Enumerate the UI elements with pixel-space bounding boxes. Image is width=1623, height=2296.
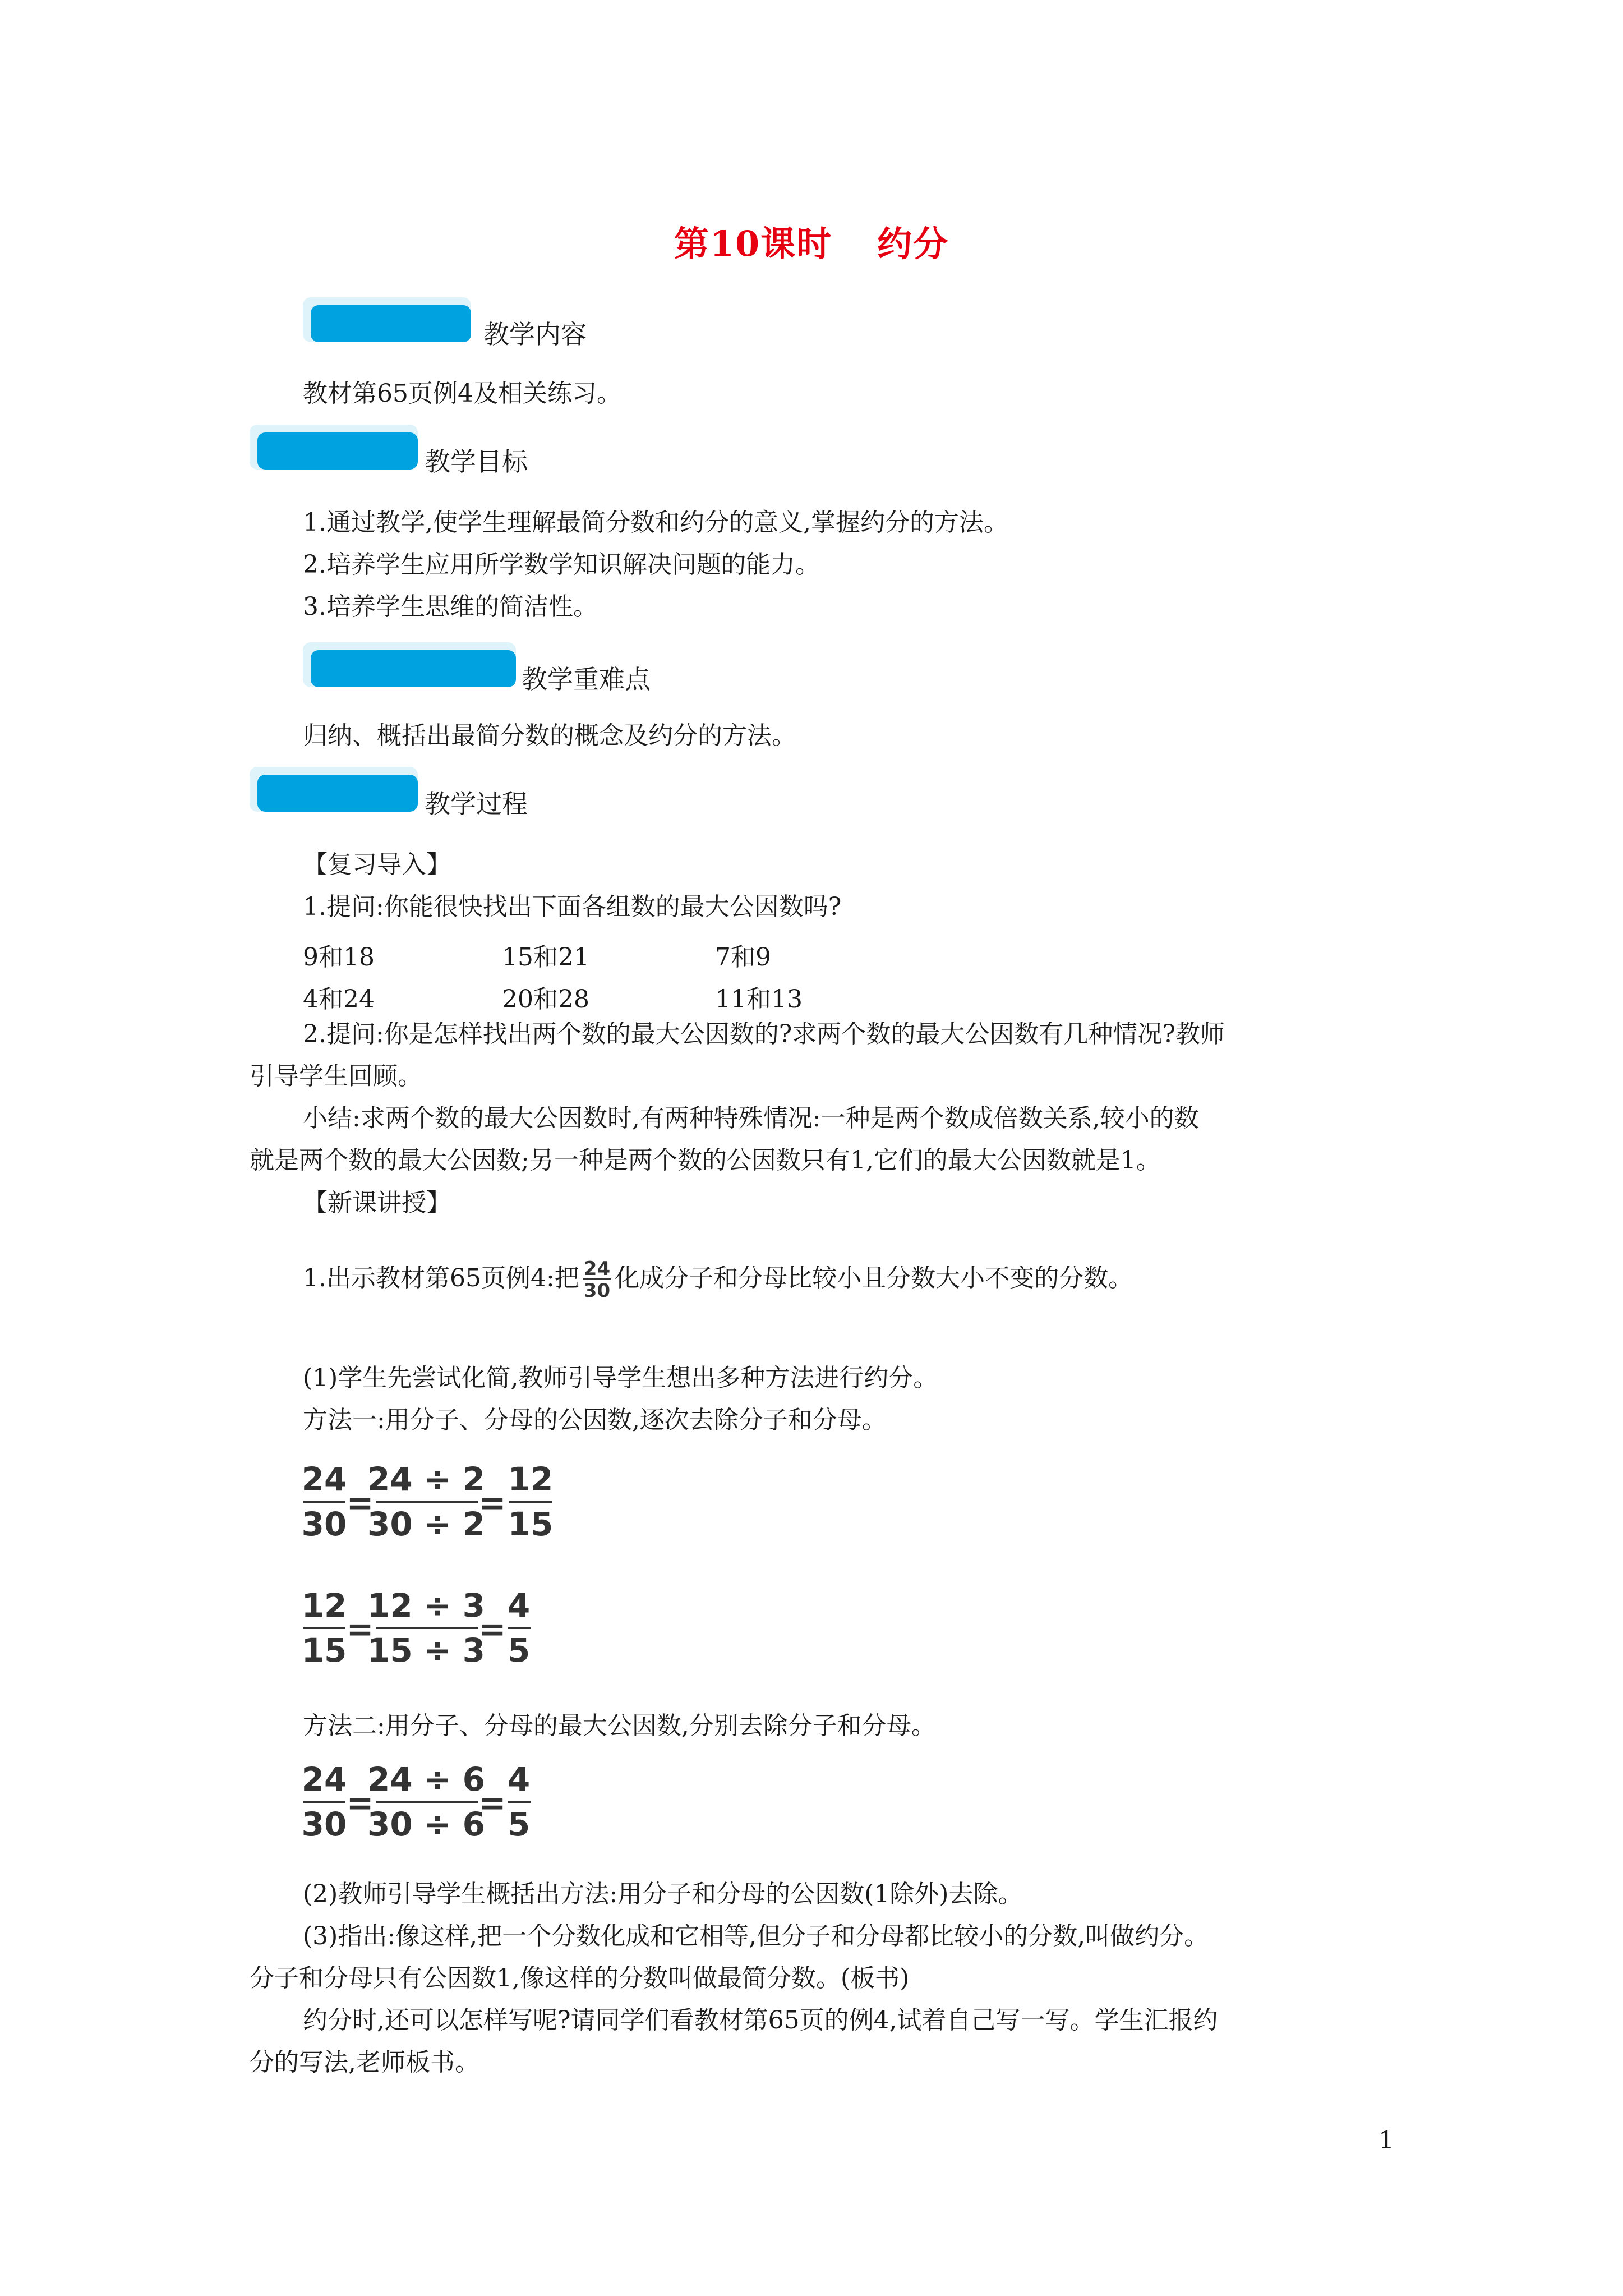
section-header-key bbox=[303, 642, 751, 704]
step-3: (3)指出:像这样,把一个分数化成和它相等,但分子和分母都比较小的分数,叫做约分。 bbox=[303, 1922, 1209, 1950]
equals-sign: = bbox=[478, 1610, 506, 1648]
numerator: 12 bbox=[508, 1460, 554, 1498]
number-pair: 4和24 bbox=[303, 985, 375, 1014]
section-label: 教学重难点 bbox=[522, 664, 651, 694]
denominator: 15 bbox=[301, 1631, 347, 1669]
denominator: 30 bbox=[301, 1505, 347, 1543]
number-pairs-row bbox=[303, 979, 976, 1014]
paragraph: 教材第65页例4及相关练习。 bbox=[303, 379, 621, 408]
numerator: 4 bbox=[507, 1586, 531, 1625]
section-header-goals bbox=[250, 425, 642, 486]
number-pair: 20和28 bbox=[502, 985, 589, 1014]
review-question-1: 1.提问:你能很快找出下面各组数的最大公因数吗? bbox=[303, 892, 842, 921]
summary: 小结:求两个数的最大公因数时,有两种特殊情况:一种是两个数成倍数关系,较小的数 bbox=[303, 1104, 1199, 1133]
numerator: 24 bbox=[301, 1460, 347, 1498]
step-3-cont: 分子和分母只有公因数1,像这样的分数叫做最简分数。(板书) bbox=[250, 1964, 910, 1993]
numerator: 24 bbox=[301, 1760, 347, 1798]
section-header-process bbox=[250, 767, 642, 829]
equation-2 bbox=[297, 1582, 589, 1683]
goal-item: 2.培养学生应用所学数学知识解决问题的能力。 bbox=[303, 550, 820, 579]
section-badge bbox=[250, 425, 418, 470]
goal-item: 1.通过教学,使学生理解最简分数和约分的意义,掌握约分的方法。 bbox=[303, 508, 1008, 537]
equals-sign: = bbox=[346, 1610, 374, 1648]
method-2: 方法二:用分子、分母的最大公因数,分别去除分子和分母。 bbox=[303, 1711, 936, 1740]
step-1: (1)学生先尝试化简,教师引导学生想出多种方法进行约分。 bbox=[303, 1364, 938, 1392]
equals-sign: = bbox=[346, 1484, 374, 1522]
section-label: 教学过程 bbox=[425, 789, 528, 819]
step-2: (2)教师引导学生概括出方法:用分子和分母的公因数(1除外)去除。 bbox=[303, 1880, 1023, 1908]
fraction-24-30: $\frac{24}{30}$ bbox=[583, 1258, 611, 1302]
section-header-content bbox=[303, 297, 695, 359]
numerator: 4 bbox=[507, 1760, 531, 1798]
summary-cont: 就是两个数的最大公因数;另一种是两个数的公因数只有1,它们的最大公因数就是1。 bbox=[250, 1146, 1161, 1175]
review-question-2-cont: 引导学生回顾。 bbox=[250, 1062, 422, 1091]
number-pair: 7和9 bbox=[715, 943, 771, 972]
equals-sign: = bbox=[346, 1784, 374, 1822]
numerator: 24 ÷ 2 bbox=[367, 1460, 486, 1498]
denominator: 5 bbox=[507, 1631, 531, 1669]
equals-sign: = bbox=[478, 1484, 506, 1522]
equals-sign: = bbox=[478, 1784, 506, 1822]
numerator: 12 ÷ 3 bbox=[367, 1586, 486, 1625]
paragraph: 归纳、概括出最简分数的概念及约分的方法。 bbox=[303, 721, 796, 750]
lesson-topic: 约分 bbox=[877, 223, 949, 264]
denominator: 15 bbox=[508, 1505, 554, 1543]
page-number: 1 bbox=[1378, 2126, 1394, 2155]
number-pairs-row bbox=[303, 937, 976, 972]
section-badge bbox=[303, 642, 516, 687]
numerator: 24 ÷ 6 bbox=[367, 1760, 486, 1798]
question-cont: 分的写法,老师板书。 bbox=[250, 2048, 479, 2077]
section-badge bbox=[250, 767, 418, 812]
page-title bbox=[0, 216, 1623, 266]
example-statement: 1.出示教材第65页例4:把 $\frac{24}{30}$ 化成分子和分母比较小且分数大小不变的分数。 bbox=[303, 1258, 1133, 1302]
denominator: 5 bbox=[507, 1805, 531, 1843]
number-pair: 15和21 bbox=[502, 943, 589, 972]
section-label: 教学内容 bbox=[483, 319, 587, 349]
denominator: 15 ÷ 3 bbox=[367, 1631, 486, 1669]
equation-1 bbox=[297, 1456, 589, 1557]
question: 约分时,还可以怎样写呢?请同学们看教材第65页的例4,试着自己写一写。学生汇报约 bbox=[303, 2006, 1218, 2035]
method-1: 方法一:用分子、分母的公因数,逐次去除分子和分母。 bbox=[303, 1406, 887, 1434]
numerator: 12 bbox=[301, 1586, 347, 1625]
denominator: 30 ÷ 2 bbox=[367, 1505, 486, 1543]
lesson-number: 第10课时 bbox=[674, 223, 833, 264]
section-label: 教学目标 bbox=[425, 447, 528, 477]
denominator: 30 ÷ 6 bbox=[367, 1805, 486, 1843]
review-heading: 【复习导入】 bbox=[303, 850, 451, 879]
number-pair: 9和18 bbox=[303, 943, 375, 972]
number-pair: 11和13 bbox=[715, 985, 803, 1014]
newlesson-heading: 【新课讲授】 bbox=[303, 1189, 451, 1217]
equation-3 bbox=[297, 1756, 589, 1857]
section-badge bbox=[303, 297, 471, 342]
review-question-2: 2.提问:你是怎样找出两个数的最大公因数的?求两个数的最大公因数有几种情况?教师 bbox=[303, 1020, 1225, 1048]
denominator: 30 bbox=[301, 1805, 347, 1843]
goal-item: 3.培养学生思维的简洁性。 bbox=[303, 592, 598, 621]
